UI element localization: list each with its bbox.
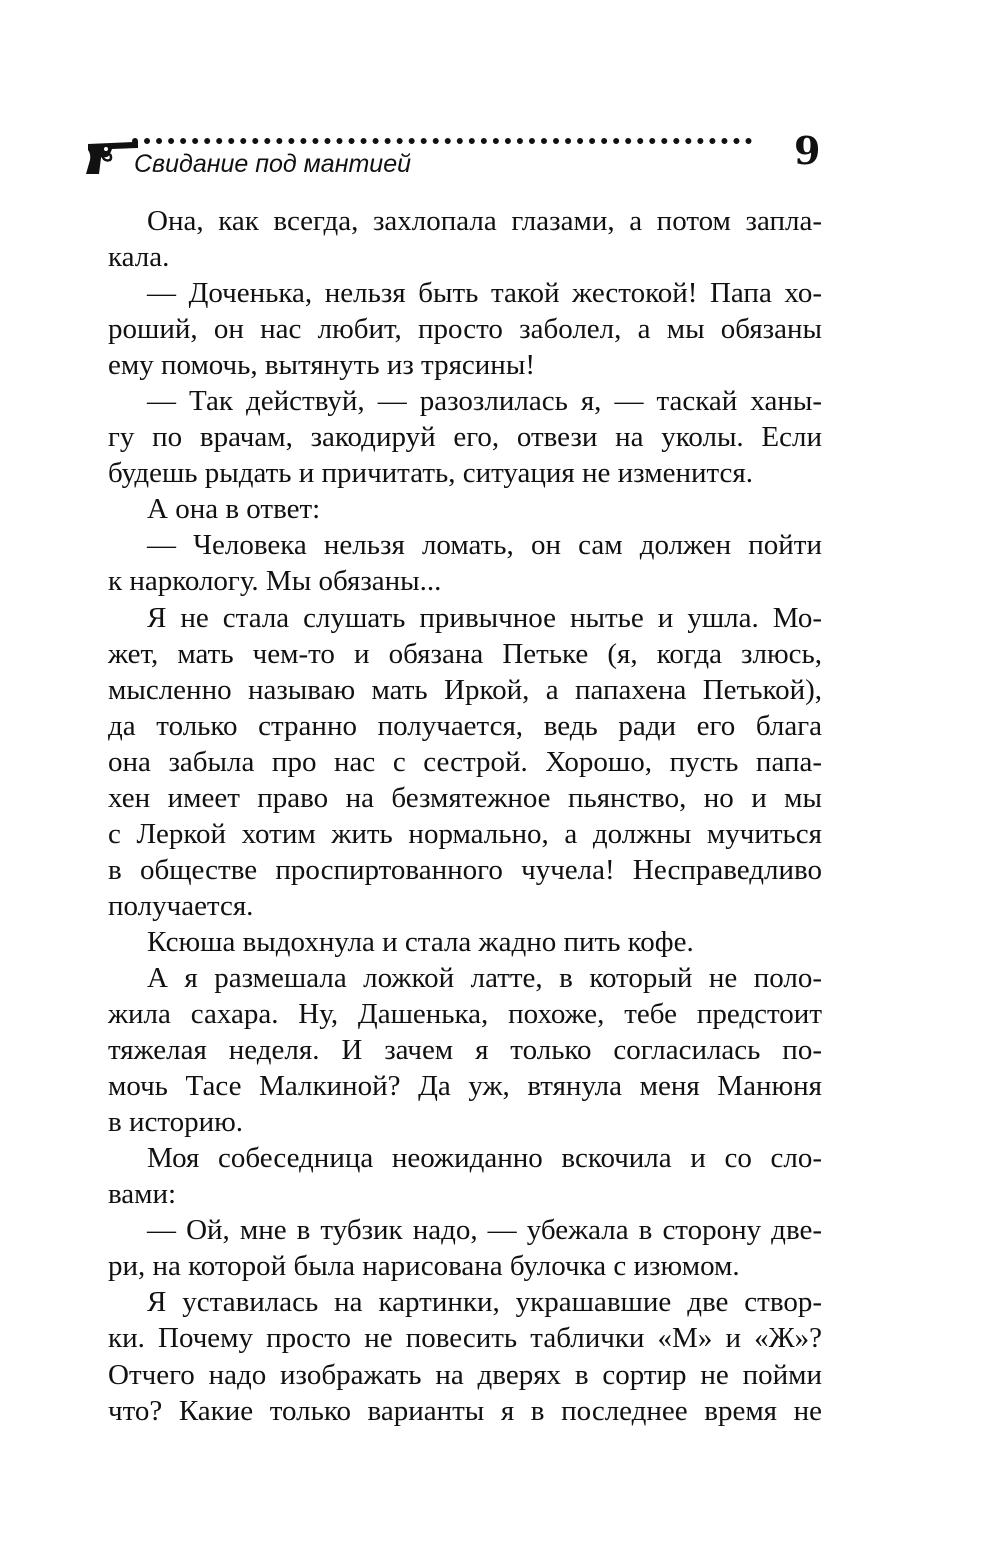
text-line: с Леркой хотим жить нормально, а должны мучиться	[108, 817, 822, 850]
text-line: Я уставилась на картинки, украшавшие две створ-	[147, 1286, 822, 1319]
text-line: жет, мать чем-то и обязана Петьке (я, когда злюсь,	[108, 637, 822, 670]
text-line: — Так действуй, — разозлилась я, — таскай ханы-	[147, 385, 822, 418]
text-line: будешь рыдать и причитать, ситуация не изменится.	[108, 457, 753, 490]
text-line: ему помочь, вытянуть из трясины!	[108, 349, 535, 382]
running-header	[82, 126, 822, 186]
text-line: гу по врачам, закодируй его, отвези на уколы. Если	[108, 421, 822, 454]
text-line: в обществе проспиртованного чучела! Несправедливо	[108, 853, 822, 886]
text-line: — Доченька, нельзя быть такой жестокой! Папа хо-	[147, 277, 822, 310]
text-line: Отчего надо изображать на дверях в сортир не пойми	[108, 1358, 822, 1391]
text-line: Моя собеседница неожиданно вскочила и со сло-	[147, 1142, 822, 1175]
text-line: мочь Тасе Малкиной? Да уж, втянула меня Манюня	[108, 1070, 822, 1103]
text-line: — Человека нельзя ломать, он сам должен пойти	[147, 529, 822, 562]
text-line: — Ой, мне в тубзик надо, — убежала в сторону две-	[147, 1214, 822, 1247]
text-line: кала.	[108, 241, 170, 274]
text-line: тяжелая неделя. И зачем я только согласилась по-	[108, 1034, 822, 1067]
text-line: жила сахара. Ну, Дашенька, похоже, тебе предстоит	[108, 998, 822, 1031]
text-line: Я не стала слушать привычное нытье и ушла. Мо-	[147, 601, 822, 634]
body-text	[108, 203, 822, 1429]
text-line: роший, он нас любит, просто заболел, а мы обязаны	[108, 313, 822, 346]
text-line: она забыла про нас с сестрой. Хорошо, пусть папа-	[108, 745, 822, 778]
text-line: вами:	[108, 1178, 177, 1211]
text-line: А я размешала ложкой латте, в который не поло-	[147, 961, 822, 994]
text-line: Она, как всегда, захлопала глазами, а потом запла-	[147, 205, 822, 237]
text-line: в историю.	[108, 1106, 244, 1139]
text-line: к наркологу. Мы обязаны...	[108, 565, 442, 598]
text-line: ри, на которой была нарисована булочка с изюмом.	[108, 1250, 740, 1283]
text-line: мысленно называю мать Иркой, а папахена Петькой),	[108, 673, 822, 706]
page-number: 9	[794, 128, 821, 173]
leader-dots	[132, 130, 752, 144]
text-line: да только странно получается, ведь ради его блага	[108, 709, 822, 742]
text-line: хен имеет право на безмятежное пьянство, но и мы	[108, 781, 822, 814]
text-line: получается.	[108, 889, 254, 922]
running-title: Свидание под мантией	[134, 150, 412, 178]
text-line: Ксюша выдохнула и стала жадно пить кофе.	[147, 925, 694, 958]
text-line: что? Какие только варианты я в последнее время не	[108, 1394, 822, 1427]
text-line: ки. Почему просто не повесить таблички «М» и «Ж»?	[108, 1322, 822, 1355]
text-line: А она в ответ:	[147, 493, 321, 526]
